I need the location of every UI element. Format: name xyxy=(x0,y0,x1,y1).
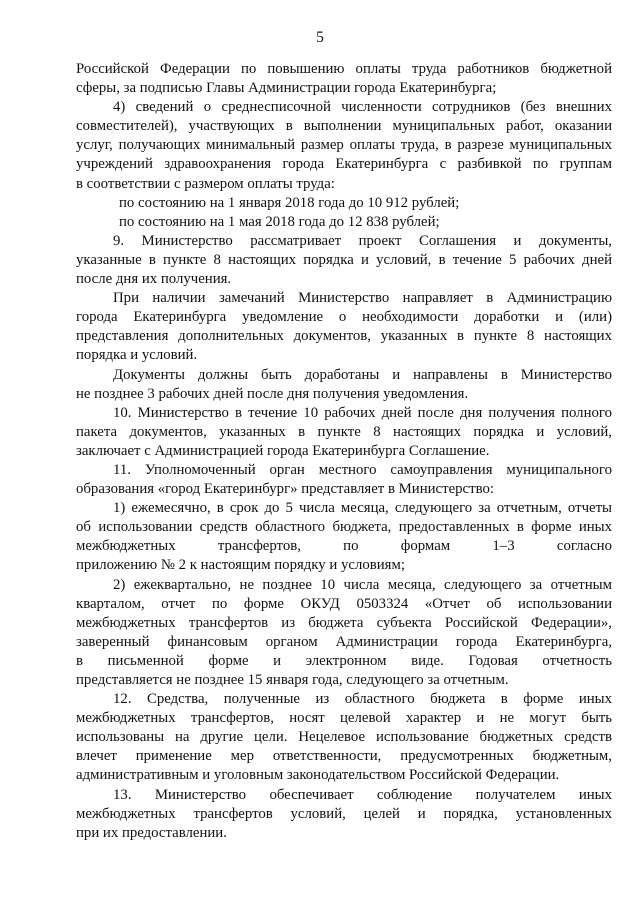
text-line: использованы на другие цели. Нецелевое использование бюджетных средств xyxy=(76,729,612,746)
text-line: учреждений здравоохранения города Екатеринбурга с разбивкой по группам xyxy=(76,156,612,173)
text-line: 2) ежеквартально, не позднее 10 числа месяца, следующего за отчетным xyxy=(113,576,612,593)
text-line: влечет применение мер ответственности, предусмотренных бюджетным, xyxy=(76,748,612,765)
text-line: административным и уголовным законодательством Российской Федерации. xyxy=(76,767,560,784)
text-line: 9. Министерство рассматривает проект Соглашения и документы, xyxy=(113,232,612,249)
text-line: по состоянию на 1 мая 2018 года до 12 838 рублей; xyxy=(119,213,440,230)
text-line: в соответствии с размером оплаты труда: xyxy=(76,175,335,192)
text-line: При наличии замечаний Министерство направляет в Администрацию xyxy=(113,290,612,307)
text-line: совместителей), участвующих в выполнении муниципальных работ, оказании xyxy=(76,118,612,135)
text-line: при их предоставлении. xyxy=(76,824,227,841)
text-line: услуг, получающих минимальный размер оплаты труда, в разрезе муниципальных xyxy=(76,137,612,154)
text-line: 1) ежемесячно, в срок до 5 числа месяца, следующего за отчетным, отчеты xyxy=(113,500,612,517)
text-line: заключает с Администрацией города Екатеринбурга Соглашение. xyxy=(76,442,490,459)
text-line: по состоянию на 1 января 2018 года до 10 912 рублей; xyxy=(119,194,460,211)
text-line: об использовании средств областного бюджета, предоставленных в форме иных xyxy=(76,519,612,536)
text-line: пакета документов, указанных в пункте 8 настоящих порядка и условий, xyxy=(76,423,612,440)
text-line: Российской Федерации по повышению оплаты труда работников бюджетной xyxy=(76,61,612,77)
text-line: межбюджетных трансфертов, по формам 1–3 согласно xyxy=(76,538,612,555)
text-line: Документы должны быть доработаны и направлены в Министерство xyxy=(113,366,612,383)
text-line: порядка и условий. xyxy=(76,347,198,364)
text-line: города Екатеринбурга уведомление о необходимости доработки и (или) xyxy=(76,309,612,326)
text-line: указанные в пункте 8 настоящих порядка и условий, в течение 5 рабочих дней xyxy=(76,251,612,268)
text-line: приложению № 2 к настоящим порядку и условиям; xyxy=(76,557,405,574)
text-line: 13. Министерство обеспечивает соблюдение получателем иных xyxy=(113,786,612,803)
text-line: в письменной форме и электронном виде. Годовая отчетность xyxy=(76,652,612,669)
text-line: 4) сведений о среднесписочной численности сотрудников (без внешних xyxy=(113,99,612,116)
text-line: 10. Министерство в течение 10 рабочих дней после дня получения полного xyxy=(113,404,612,421)
text-line: представления дополнительных документов, указанных в пункте 8 настоящих xyxy=(76,328,612,345)
text-line: межбюджетных трансфертов условий, целей и порядка, установленных xyxy=(76,805,612,822)
text-line: межбюджетных трансфертов из бюджета субъекта Российской Федерации», xyxy=(76,614,612,631)
text-line: образования «город Екатеринбург» представляет в Министерство: xyxy=(76,481,494,498)
text-line: 12. Средства, полученные из областного бюджета в форме иных xyxy=(113,691,612,708)
text-line: 11. Уполномоченный орган местного самоуправления муниципального xyxy=(113,461,612,478)
text-line: не позднее 3 рабочих дней после дня получения уведомления. xyxy=(76,385,469,402)
text-line: представляется не позднее 15 января года, следующего за отчетным. xyxy=(76,672,509,688)
text-line: сферы, за подписью Главы Администрации города Екатеринбурга; xyxy=(76,80,497,97)
text-line: после дня их получения. xyxy=(76,271,232,288)
document-body xyxy=(76,60,612,843)
text-line: кварталом, отчет по форме ОКУД 0503324 «Отчет об использовании xyxy=(76,595,612,612)
text-line: заверенный финансовым органом Администрации города Екатеринбурга, xyxy=(76,633,612,650)
page-number: 5 xyxy=(316,29,324,46)
text-line: межбюджетных трансфертов, носят целевой характер и не могут быть xyxy=(76,710,612,727)
